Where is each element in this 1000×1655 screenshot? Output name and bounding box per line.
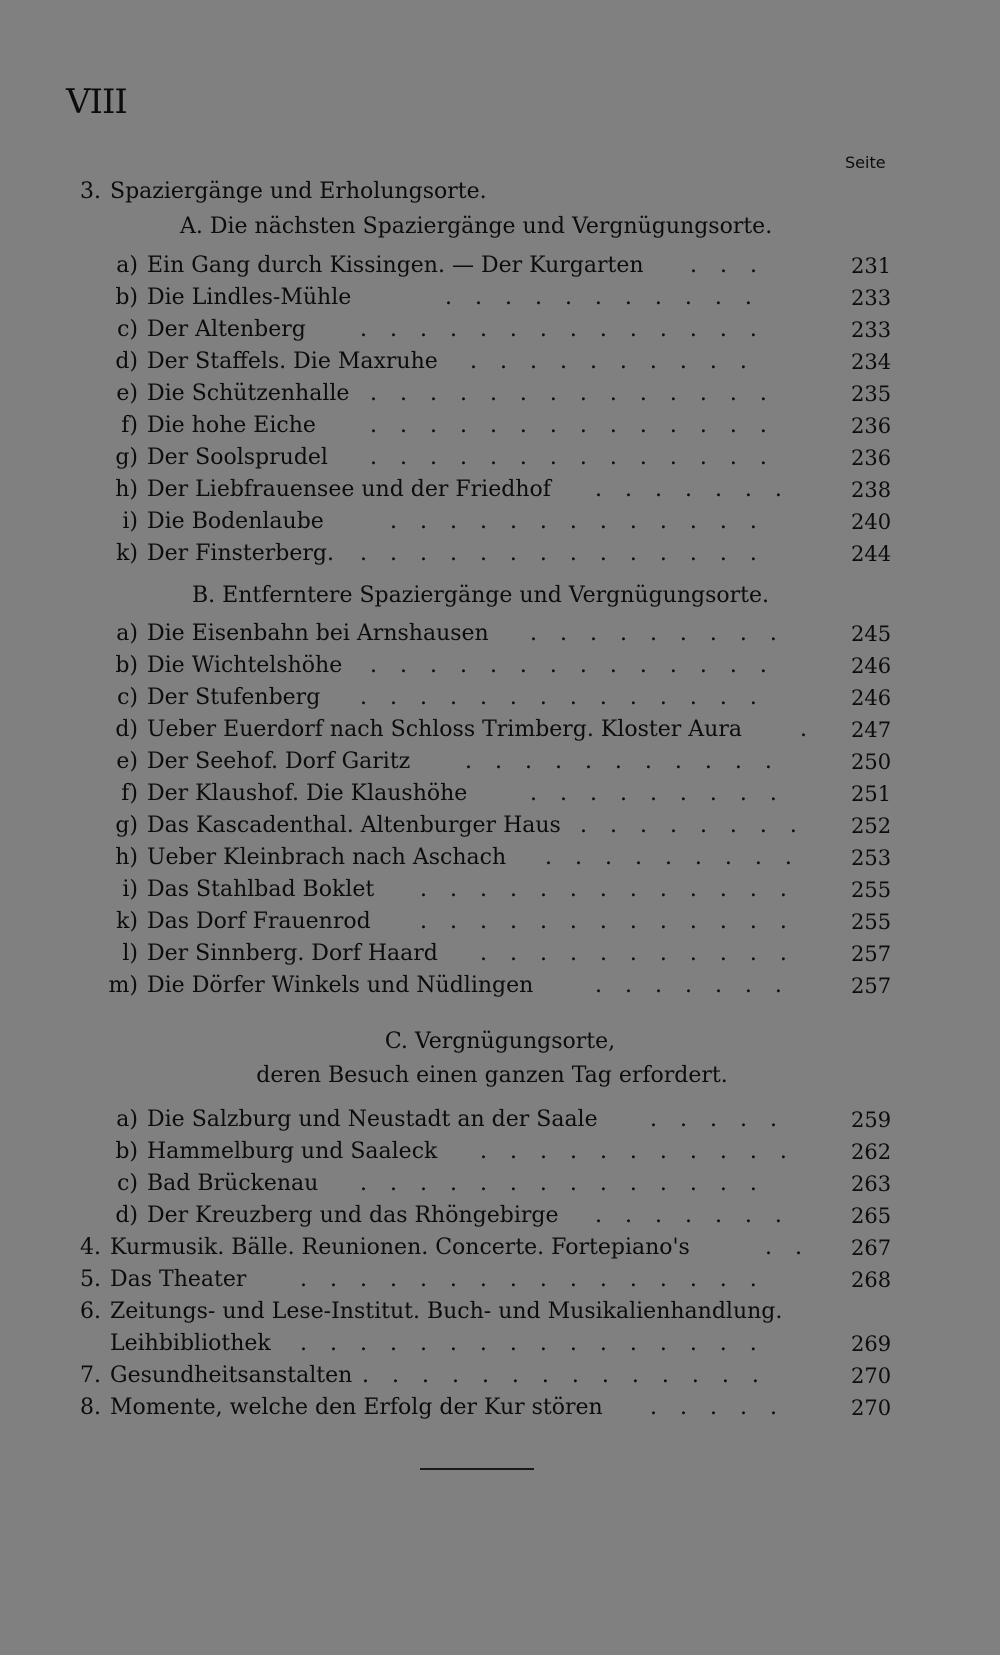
toc-entry — [0, 618, 1000, 650]
toc-entry — [0, 714, 1000, 746]
entry-text: Die hohe Eiche — [147, 413, 316, 438]
entry-label: k) — [116, 541, 138, 566]
entry-text: Der Staffels. Die Maxruhe — [147, 349, 438, 374]
toc-entry — [0, 1200, 1000, 1232]
entry-text: Der Klaushof. Die Klaushöhe — [147, 781, 468, 806]
entry-text: Der Seehof. Dorf Garitz — [147, 749, 411, 774]
leader-dots: . . . . . . . . . . . — [480, 1139, 795, 1164]
entry-page: 246 — [851, 686, 892, 710]
leader-dots: . . . . . . . . . . . . . . — [370, 653, 775, 678]
entry-text: Ein Gang durch Kissingen. — Der Kurgarten — [147, 253, 644, 278]
toc-heading-3 — [0, 176, 1000, 208]
entry-text: Die Lindles-Mühle — [147, 285, 352, 310]
toc-entry — [0, 746, 1000, 778]
entry-page: 244 — [851, 542, 892, 566]
leader-dots: . . . . . . . . . . . — [465, 749, 780, 774]
entry-page: 247 — [851, 718, 892, 742]
entry-label: b) — [115, 653, 138, 678]
leader-dots: . . . . . . . — [595, 973, 790, 998]
leader-dots: . . . . . . . . . . . . . . . . — [300, 1267, 765, 1292]
entry-page: 236 — [851, 414, 892, 438]
entry-text: Der Altenberg — [147, 317, 306, 342]
toc-entry — [0, 282, 1000, 314]
section-a-title — [0, 211, 1000, 243]
entry-text: Hammelburg und Saaleck — [147, 1139, 438, 1164]
toc-entry — [0, 506, 1000, 538]
entry-label: a) — [116, 253, 138, 278]
section-c-title: C. Vergnügungsorte, — [384, 1029, 616, 1054]
toc-entry — [0, 410, 1000, 442]
entry-text: Kurmusik. Bälle. Reunionen. Concerte. Fortepiano's — [110, 1235, 690, 1260]
toc-entry — [0, 970, 1000, 1002]
heading-number: 3. — [80, 179, 101, 204]
entry-label: 7. — [80, 1363, 101, 1388]
entry-label: c) — [117, 317, 138, 342]
entry-page: 265 — [851, 1204, 892, 1228]
entry-page: 240 — [851, 510, 892, 534]
entry-text: Die Wichtelshöhe — [147, 653, 343, 678]
leader-dots: . . . . . . . . . . . . . . — [360, 685, 765, 710]
entry-label: c) — [117, 1171, 138, 1196]
entry-page: 250 — [851, 750, 892, 774]
entry-label: i) — [122, 877, 138, 902]
entry-label: 5. — [80, 1267, 101, 1292]
toc-entry — [0, 314, 1000, 346]
toc-entry — [0, 250, 1000, 282]
entry-label: b) — [115, 285, 138, 310]
section-a-title-text: A. Die nächsten Spaziergänge und Vergnügungsorte. — [180, 214, 773, 239]
entry-page: 245 — [851, 622, 892, 646]
toc-entry — [0, 874, 1000, 906]
entry-page: 270 — [851, 1396, 892, 1420]
leader-dots: . . . . . . . . . . . . . . — [360, 317, 765, 342]
entry-page: 255 — [851, 910, 892, 934]
leader-dots: . . . . . . . . . . . . . — [420, 909, 795, 934]
page-number: VIII — [66, 82, 127, 122]
toc-main-entry-continued — [0, 1328, 1000, 1360]
entry-text: Die Dörfer Winkels und Nüdlingen — [147, 973, 534, 998]
entry-label: 6. — [80, 1299, 101, 1324]
entry-text: Die Salzburg und Neustadt an der Saale — [147, 1107, 598, 1132]
leader-dots: . . . . . . . . . . . . . — [390, 509, 765, 534]
entry-page: 238 — [851, 478, 892, 502]
entry-label: i) — [122, 509, 138, 534]
toc-entry — [0, 1136, 1000, 1168]
entry-label: h) — [115, 477, 138, 502]
entry-page: 253 — [851, 846, 892, 870]
entry-page: 236 — [851, 446, 892, 470]
entry-text: Bad Brückenau — [147, 1171, 319, 1196]
entry-page: 234 — [851, 350, 892, 374]
toc-entry — [0, 442, 1000, 474]
entry-text: Ueber Kleinbrach nach Aschach — [147, 845, 507, 870]
leader-dots: . . . . . . . . . . . — [445, 285, 760, 310]
leader-dots: . . . . . . . . . — [530, 781, 785, 806]
entry-page: 269 — [851, 1332, 892, 1356]
toc-entry — [0, 346, 1000, 378]
toc-entry — [0, 1168, 1000, 1200]
leader-dots: . — [800, 717, 815, 742]
entry-text: Zeitungs- und Lese-Institut. Buch- und Musikalienhandlung. — [110, 1299, 783, 1324]
entry-label: g) — [115, 813, 138, 838]
toc-entry — [0, 378, 1000, 410]
entry-page: 231 — [851, 254, 892, 278]
toc-main-entry — [0, 1392, 1000, 1424]
leader-dots: . . . . . — [650, 1107, 785, 1132]
entry-label: k) — [116, 909, 138, 934]
entry-label: 8. — [80, 1395, 101, 1420]
entry-label: e) — [116, 749, 138, 774]
toc-entry — [0, 682, 1000, 714]
entry-text: Die Bodenlaube — [147, 509, 324, 534]
leader-dots: . . . . . — [650, 1395, 785, 1420]
leader-dots: . . . . . . . . . . . . . . — [362, 1363, 767, 1388]
entry-label: d) — [115, 717, 138, 742]
toc-entry — [0, 1104, 1000, 1136]
leader-dots: . . . . . . . . . . — [470, 349, 755, 374]
leader-dots: . . . — [690, 253, 765, 278]
leader-dots: . . . . . . . . . . . . . . . . — [300, 1331, 765, 1356]
entry-label: e) — [116, 381, 138, 406]
entry-page: 257 — [851, 942, 892, 966]
entry-page: 257 — [851, 974, 892, 998]
entry-page: 263 — [851, 1172, 892, 1196]
leader-dots: . . . . . . . . . — [530, 621, 785, 646]
toc-entry — [0, 778, 1000, 810]
entry-text: Die Schützenhalle — [147, 381, 350, 406]
entry-label: f) — [121, 413, 138, 438]
entry-text: Das Dorf Frauenrod — [147, 909, 371, 934]
leader-dots: . . . . . . . . . — [545, 845, 800, 870]
toc-entry — [0, 842, 1000, 874]
leader-dots: . . . . . . . . . . . — [480, 941, 795, 966]
entry-text: Momente, welche den Erfolg der Kur stören — [110, 1395, 603, 1420]
leader-dots: . . . . . . . — [595, 1203, 790, 1228]
entry-text: Der Liebfrauensee und der Friedhof — [147, 477, 551, 502]
entry-label: l) — [122, 941, 138, 966]
entry-label: 4. — [80, 1235, 101, 1260]
entry-page: 270 — [851, 1364, 892, 1388]
entry-page: 255 — [851, 878, 892, 902]
end-rule — [420, 1468, 534, 1470]
entry-label: a) — [116, 621, 138, 646]
leader-dots: . . . . . . . . . . . . . . — [360, 1171, 765, 1196]
toc-entry — [0, 810, 1000, 842]
leader-dots: . . . . . . . . . . . . . . — [370, 381, 775, 406]
entry-page: 246 — [851, 654, 892, 678]
entry-text: Das Theater — [110, 1267, 247, 1292]
toc-main-entry — [0, 1264, 1000, 1296]
leader-dots: . . . . . . . . . . . . . . — [370, 413, 775, 438]
toc-entry — [0, 474, 1000, 506]
entry-page: 262 — [851, 1140, 892, 1164]
entry-label: f) — [121, 781, 138, 806]
toc-main-entry — [0, 1296, 1000, 1328]
entry-text: Ueber Euerdorf nach Schloss Trimberg. Kloster Aura — [147, 717, 742, 742]
entry-label: d) — [115, 349, 138, 374]
leader-dots: . . . . . . . . . . . . . — [420, 877, 795, 902]
entry-label: c) — [117, 685, 138, 710]
leader-dots: . . . . . . . . . . . . . . — [360, 541, 765, 566]
entry-text: Das Stahlbad Boklet — [147, 877, 375, 902]
toc-entry — [0, 538, 1000, 570]
entry-text: Der Finsterberg. — [147, 541, 334, 566]
toc-entry — [0, 938, 1000, 970]
entry-page: 235 — [851, 382, 892, 406]
section-b-title-text: B. Entferntere Spaziergänge und Vergnügungsorte. — [192, 583, 770, 608]
entry-label: d) — [115, 1203, 138, 1228]
entry-text: Gesundheitsanstalten — [110, 1363, 353, 1388]
entry-text: Leihbibliothek — [110, 1331, 271, 1356]
entry-text: Die Eisenbahn bei Arnshausen — [147, 621, 489, 646]
entry-text: Der Stufenberg — [147, 685, 321, 710]
entry-label: m) — [108, 973, 138, 998]
entry-text: Der Sinnberg. Dorf Haard — [147, 941, 438, 966]
entry-label: g) — [115, 445, 138, 470]
entry-label: b) — [115, 1139, 138, 1164]
leader-dots: . . — [765, 1235, 810, 1260]
leader-dots: . . . . . . . — [595, 477, 790, 502]
toc-entry — [0, 650, 1000, 682]
entry-page: 259 — [851, 1108, 892, 1132]
entry-text: Das Kascadenthal. Altenburger Haus — [147, 813, 561, 838]
entry-page: 251 — [851, 782, 892, 806]
toc-main-entry — [0, 1360, 1000, 1392]
entry-page: 267 — [851, 1236, 892, 1260]
section-b-title — [0, 580, 1000, 612]
toc-main-entry — [0, 1232, 1000, 1264]
entry-label: h) — [115, 845, 138, 870]
entry-text: Der Soolsprudel — [147, 445, 328, 470]
entry-text: Der Kreuzberg und das Rhöngebirge — [147, 1203, 559, 1228]
entry-label: a) — [116, 1107, 138, 1132]
entry-page: 233 — [851, 286, 892, 310]
heading-text: Spaziergänge und Erholungsorte. — [110, 179, 487, 204]
section-c-subtitle: deren Besuch einen ganzen Tag erfordert. — [256, 1063, 728, 1088]
leader-dots: . . . . . . . . — [580, 813, 805, 838]
entry-page: 252 — [851, 814, 892, 838]
leader-dots: . . . . . . . . . . . . . . — [370, 445, 775, 470]
toc-entry — [0, 906, 1000, 938]
seite-column-header: Seite — [845, 153, 886, 172]
entry-page: 268 — [851, 1268, 892, 1292]
entry-page: 233 — [851, 318, 892, 342]
